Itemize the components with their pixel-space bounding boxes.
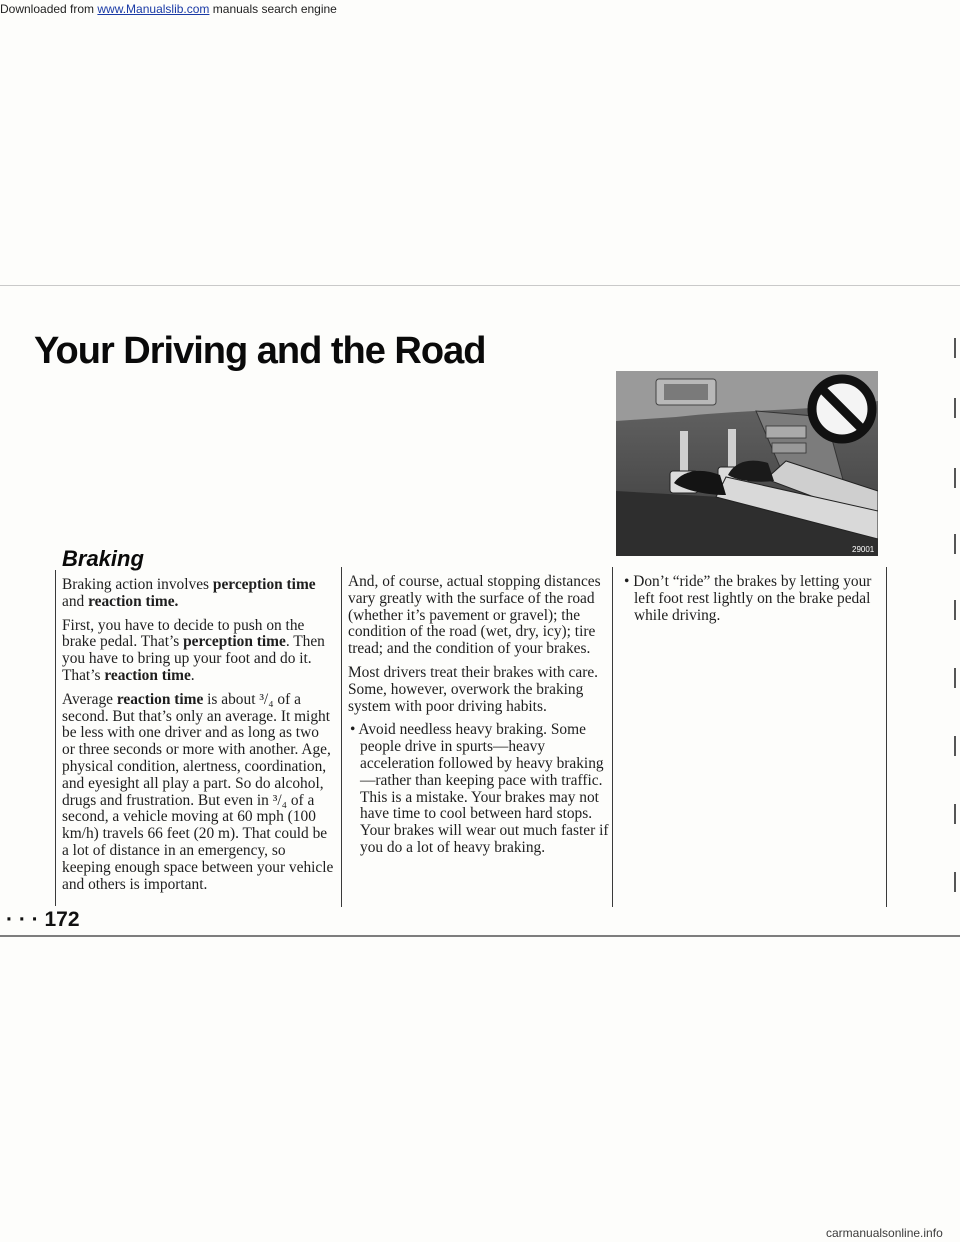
paragraph: And, of course, actual stopping distances vary greatly with the surface of the road (whether it’s pavement or gravel); the condition of the road (wet, dry, icy); tire tread; and the condition of your brakes. [348, 573, 601, 658]
paragraph: Braking action involves perception time and reaction time. [62, 576, 316, 610]
paragraph: Most drivers treat their brakes with care. Some, however, overwork the braking system with poor driving habits. [348, 663, 599, 715]
bullet-item: • Avoid needless heavy braking. Some people drive in spurts—heavy acceleration followed by heavy braking—rather than keeping pace with traffic. This is a mistake. Your brakes may not have time to cool between hard stops. Your brakes will wear out much faster if you do a lot of heavy braking. [350, 721, 609, 856]
download-source-note: Downloaded from www.Manualslib.com manuals search engine [0, 2, 337, 16]
watermark: carmanualsonline.info [826, 1226, 943, 1240]
edge-tab-mark [954, 398, 956, 418]
section-heading: Braking [62, 546, 144, 571]
middle-column [348, 574, 610, 864]
left-column [62, 577, 334, 900]
column-divider [612, 567, 613, 907]
bullet-item: • Don’t “ride” the brakes by letting your left foot rest lightly on the brake pedal while driving. [624, 573, 872, 624]
figure-code: 29001 [852, 545, 875, 554]
page-number: · · · 172 [6, 908, 80, 931]
foot-on-pedal-drawing [616, 371, 878, 556]
brake-pedal-illustration [616, 371, 878, 556]
right-margin-rule [886, 567, 887, 907]
edge-tab-mark [954, 468, 956, 488]
edge-tab-mark [954, 736, 956, 756]
left-margin-rule [55, 570, 56, 906]
bottom-divider [0, 935, 960, 937]
right-column [622, 574, 878, 631]
paragraph: First, you have to decide to push on the brake pedal. That’s perception time. Then you have to bring up your foot and do it. That’s reaction time. [62, 616, 325, 684]
paragraph: Average reaction time is about ³/₄ of a second. But that’s only an average. It might be less with one driver and as long as two or three seconds or more with another. Age, physical condition, alertness, coordination, and eyesight all play a part. So do alcohol, drugs and frustration. But even in ³/₄ of a second, a vehicle moving at 60 mph (100 km/h) travels 66 feet (20 m). That could be a lot of distance in an emergency, so keeping enough space between your vehicle and others is important. [62, 690, 334, 893]
edge-tab-mark [954, 668, 956, 688]
manualslib-link[interactable]: www.Manualslib.com [97, 2, 210, 16]
edge-tab-mark [954, 338, 956, 358]
edge-tab-mark [954, 534, 956, 554]
top-divider [0, 285, 960, 286]
page-title: Your Driving and the Road [34, 330, 486, 372]
edge-tab-mark [954, 600, 956, 620]
column-divider [341, 567, 342, 907]
edge-tab-mark [954, 804, 956, 824]
edge-tab-mark [954, 872, 956, 892]
